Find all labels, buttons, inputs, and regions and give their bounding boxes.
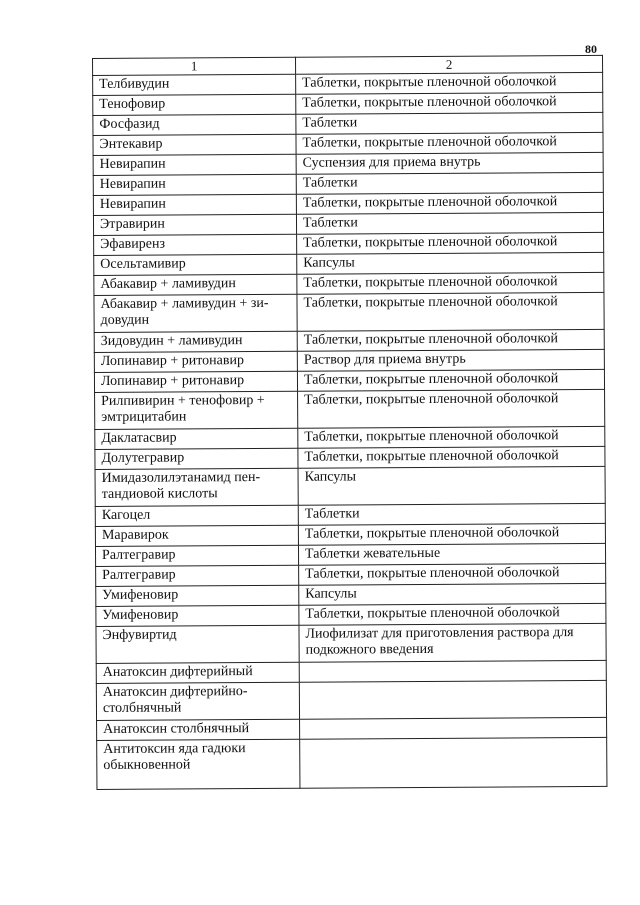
page-number: 80 [585, 42, 597, 56]
dosage-form-cell: Таблетки, покрытые пленочной оболочкой [296, 132, 603, 154]
drug-table [92, 55, 607, 790]
dosage-form-cell: Таблетки, покрытые пленочной оболочкой [296, 192, 603, 214]
dosage-form-cell: Капсулы [299, 583, 606, 605]
dosage-form-cell: Таблетки, покрытые пленочной оболочкой [296, 92, 603, 114]
dosage-form-cell [299, 680, 606, 719]
dosage-form-cell: Таблетки, покрытые пленочной оболочкой [298, 389, 605, 428]
drug-name-cell: Абакавир + ламивудин + зи-довудин [94, 294, 297, 332]
dosage-form-cell: Таблетки, покрытые пленочной оболочкой [296, 72, 603, 94]
dosage-form-cell: Таблетки, покрытые пленочной оболочкой [298, 446, 605, 468]
dosage-form-cell: Капсулы [297, 252, 604, 274]
column-header-2: 2 [295, 55, 602, 74]
drug-name-cell: Даклатасвир [95, 428, 298, 449]
drug-name-cell: Рилпивирин + тенофовир + эмтрицитабин [95, 391, 298, 429]
dosage-form-cell: Таблетки, покрытые пленочной оболочкой [299, 603, 606, 625]
drug-name-cell: Телбивудин [93, 74, 296, 95]
drug-name-cell: Ралтегравир [95, 545, 298, 566]
dosage-form-cell: Таблетки [298, 503, 605, 525]
drug-name-cell: Тенофовир [93, 94, 296, 115]
drug-name-cell: Долутегравир [95, 448, 298, 469]
dosage-form-cell: Лиофилизат для приготовления раствора для подкожного введения [299, 623, 606, 662]
drug-name-cell: Умифеновир [96, 585, 299, 606]
table-row [96, 680, 606, 720]
drug-name-cell: Маравирок [95, 525, 298, 546]
dosage-form-cell [300, 717, 607, 739]
drug-name-cell: Зидовудин + ламивудин [94, 331, 297, 352]
dosage-form-cell: Таблетки [296, 212, 603, 234]
dosage-form-cell: Таблетки, покрытые пленочной оболочкой [297, 369, 604, 391]
dosage-form-cell: Таблетки [296, 112, 603, 134]
drug-name-cell: Фосфазид [93, 114, 296, 135]
table-row [96, 623, 606, 663]
drug-name-cell: Энтекавир [93, 134, 296, 155]
dosage-form-cell: Таблетки, покрытые пленочной оболочкой [299, 563, 606, 585]
dosage-form-cell: Таблетки, покрытые пленочной оболочкой [297, 232, 604, 254]
dosage-form-cell [300, 737, 607, 788]
dosage-form-cell [299, 660, 606, 682]
table-row [94, 292, 604, 332]
drug-name-cell: Умифеновир [96, 605, 299, 626]
drug-name-cell: Анатоксин столбнячный [97, 719, 300, 740]
drug-name-cell: Имидазолилэтанамид пен-тандиовой кислоты [95, 468, 298, 506]
drug-name-cell: Осельтамивир [94, 254, 297, 275]
drug-name-cell: Невирапин [93, 194, 296, 215]
drug-name-cell: Абакавир + ламивудин [94, 274, 297, 295]
table-row [97, 737, 607, 789]
drug-name-cell: Кагоцел [95, 505, 298, 526]
drug-name-cell: Анатоксин дифтерийный [96, 662, 299, 683]
dosage-form-cell: Капсулы [298, 466, 605, 505]
drug-name-cell: Ралтегравир [96, 565, 299, 586]
dosage-form-cell: Таблетки, покрытые пленочной оболочкой [297, 272, 604, 294]
drug-name-cell: Лопинавир + ритонавир [94, 371, 297, 392]
drug-name-cell: Невирапин [93, 174, 296, 195]
drug-name-cell: Лопинавир + ритонавир [94, 351, 297, 372]
dosage-form-cell: Таблетки, покрытые пленочной оболочкой [297, 329, 604, 351]
dosage-form-cell: Таблетки [296, 172, 603, 194]
drug-name-cell: Энфувиртид [96, 625, 299, 663]
drug-name-cell: Антитоксин яда гадюки обыкновенной [97, 739, 300, 789]
drug-name-cell: Невирапин [93, 154, 296, 175]
drug-name-cell: Анатоксин дифтерийно-столбнячный [96, 682, 299, 720]
column-header-1: 1 [93, 57, 296, 75]
dosage-form-cell: Раствор для приема внутрь [297, 349, 604, 371]
dosage-form-cell: Таблетки, покрытые пленочной оболочкой [298, 426, 605, 448]
drug-name-cell: Эфавиренз [94, 234, 297, 255]
dosage-form-cell: Таблетки, покрытые пленочной оболочкой [298, 523, 605, 545]
table-row [95, 389, 605, 429]
dosage-form-cell: Суспензия для приема внутрь [296, 152, 603, 174]
drug-name-cell: Этравирин [93, 214, 296, 235]
dosage-form-cell: Таблетки жевательные [298, 543, 605, 565]
dosage-form-cell: Таблетки, покрытые пленочной оболочкой [297, 292, 604, 331]
table-row [95, 466, 605, 506]
